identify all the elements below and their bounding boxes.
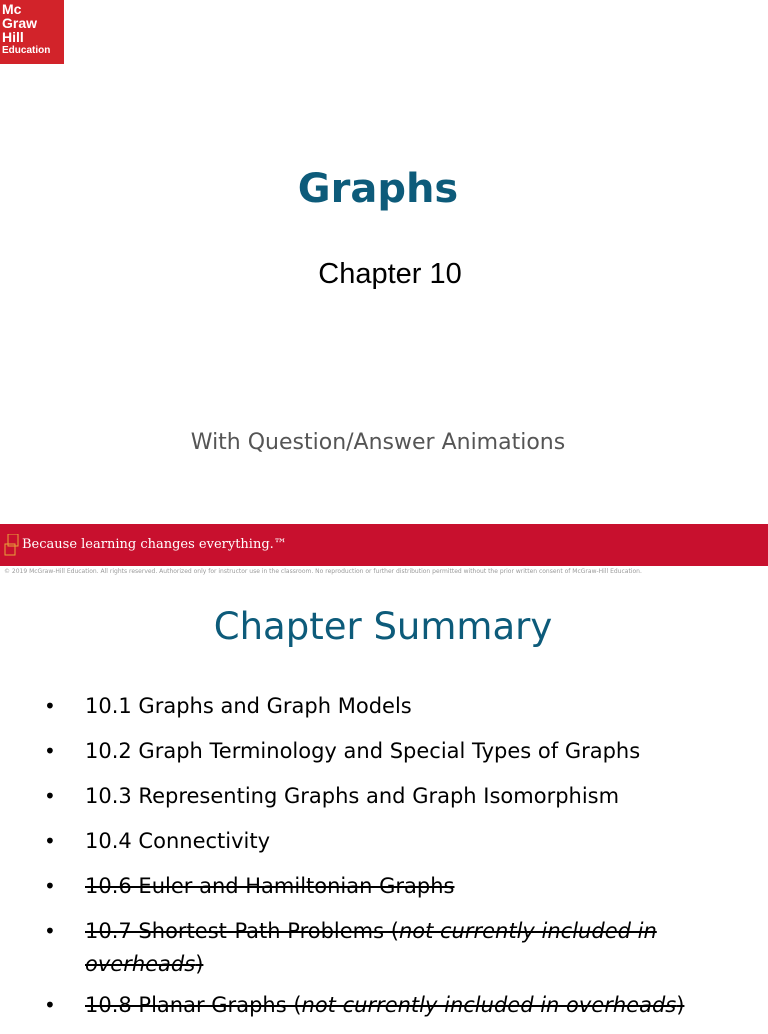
list-item-tail: ) [676, 993, 685, 1017]
bullet-icon: • [44, 874, 56, 898]
list-item-text [85, 993, 684, 1017]
mcgraw-hill-logo [0, 0, 64, 64]
list-item-text: 10.4 Connectivity [85, 829, 271, 853]
list-item [44, 825, 744, 858]
list-item [44, 915, 744, 981]
list-item-text: 10.3 Representing Graphs and Graph Isomorphism [85, 784, 620, 808]
logo-line-3: Hill [2, 29, 24, 45]
logo-line-2: Graw [2, 15, 38, 31]
list-item-lead: 10.8 Planar Graphs ( [85, 993, 302, 1017]
list-item-text: 10.2 Graph Terminology and Special Types of Graphs [85, 739, 641, 763]
list-item [44, 735, 744, 768]
list-item-tail: ) [195, 952, 204, 976]
list-item-note: not currently included in overheads [85, 919, 657, 976]
slide-subtitle: Chapter 10 [318, 258, 462, 290]
slogan-text: Because learning changes everything.™ [22, 537, 287, 552]
bullet-icon: • [44, 784, 56, 808]
bullet-icon: • [44, 919, 56, 943]
logo-line-4: Education [2, 45, 51, 56]
list-item-text [85, 919, 657, 976]
list-item [44, 870, 744, 903]
list-item [44, 989, 744, 1022]
list-item-note: not currently included in overheads [301, 993, 677, 1017]
chapter-summary-title: Chapter Summary [213, 605, 553, 648]
list-item-text: 10.6 Euler and Hamiltonian Graphs [85, 874, 455, 898]
list-item [44, 690, 744, 723]
footer-band [0, 524, 768, 566]
list-item [44, 780, 744, 813]
list-item-lead: 10.7 Shortest-Path Problems ( [85, 919, 399, 943]
list-item-text: 10.1 Graphs and Graph Models [85, 694, 412, 718]
slide-title: Graphs [297, 166, 459, 212]
logo-line-1: Mc [2, 1, 22, 17]
bullet-icon: • [44, 993, 56, 1017]
bullet-icon: • [44, 739, 56, 763]
chapter-summary-list [44, 690, 744, 1034]
copyright-notice: © 2019 McGraw-Hill Education. All rights reserved. Authorized only for instructor use in the classroom. No reproduction or further distribution permitted without the prior written consent of McGraw-Hill Education. [4, 568, 642, 575]
slide-tagline: With Question/Answer Animations [190, 430, 566, 455]
frame-marks-icon [4, 534, 22, 556]
bullet-icon: • [44, 829, 56, 853]
bullet-icon: • [44, 694, 56, 718]
